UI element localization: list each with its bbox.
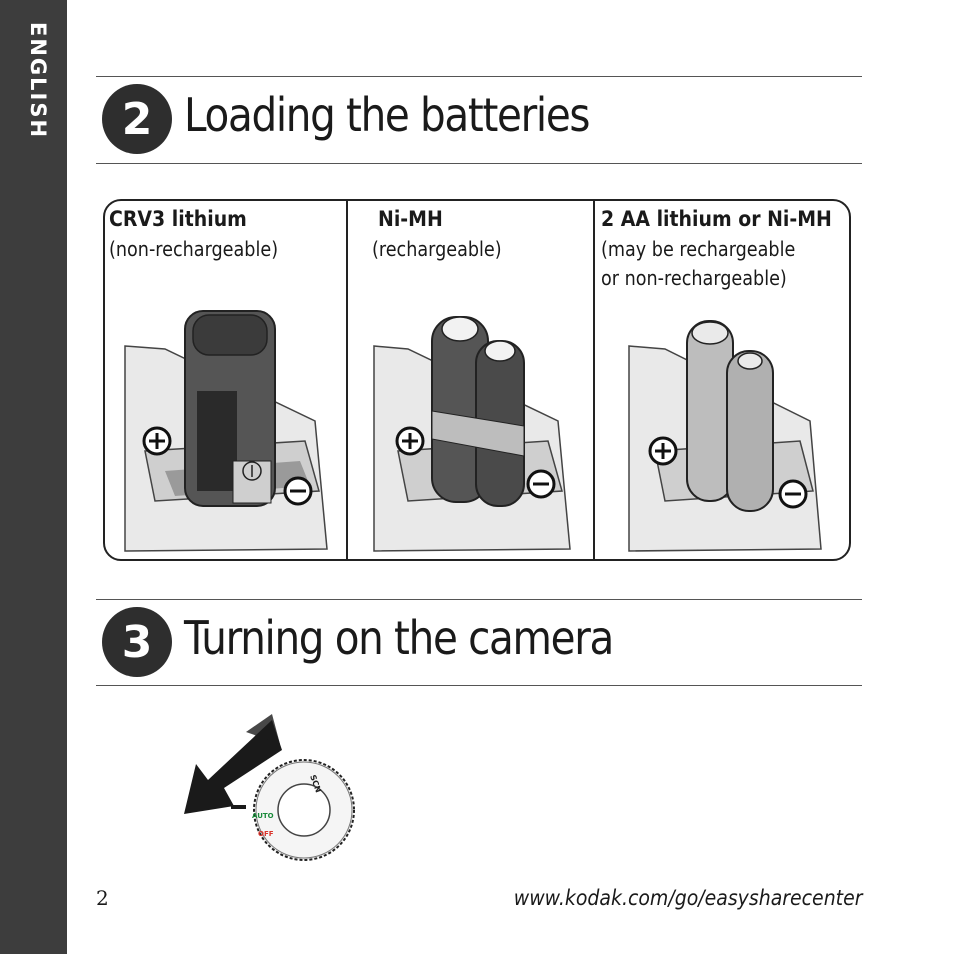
dial-label-scn: SCN: [308, 773, 323, 794]
section3-number: 3: [102, 607, 172, 677]
plus-icon: [144, 428, 170, 454]
page-number: 2: [96, 886, 109, 910]
mode-dial-illustration: [176, 710, 366, 880]
plus-icon: [397, 428, 423, 454]
battery-col-crv3: [105, 201, 346, 559]
section2-number: 2: [102, 84, 172, 154]
language-label: ENGLISH: [26, 22, 50, 140]
battery-desc: (non-rechargeable): [109, 237, 279, 261]
section2-bottom-rule: [96, 163, 862, 164]
crv3-battery-illustration: [105, 291, 346, 561]
minus-icon: [285, 478, 311, 504]
section3-bottom-rule: [96, 685, 862, 686]
dial-label-auto: AUTO: [252, 812, 274, 820]
battery-types-panel: [103, 199, 851, 561]
section2-title: Loading the batteries: [184, 88, 590, 142]
plus-icon: [650, 438, 676, 464]
nimh-battery-illustration: [348, 291, 593, 561]
battery-col-nimh: [348, 201, 593, 559]
battery-name: CRV3 lithium: [109, 207, 247, 231]
aa-battery-illustration: [595, 291, 851, 561]
battery-desc: (rechargeable): [372, 237, 502, 261]
battery-col-aa: [595, 201, 851, 559]
dial-label-off: OFF: [258, 830, 274, 838]
battery-desc: (may be rechargeable: [601, 237, 796, 261]
section3-title: Turning on the camera: [184, 611, 614, 665]
section2-top-rule: [96, 76, 862, 77]
battery-name: 2 AA lithium or Ni-MH: [601, 207, 832, 231]
page-url[interactable]: www.kodak.com/go/easysharecenter: [513, 886, 862, 910]
battery-name: Ni-MH: [378, 207, 443, 231]
minus-icon: [780, 481, 806, 507]
battery-desc-line2: or non-rechargeable): [601, 266, 787, 290]
mode-dial: [231, 760, 354, 860]
section3-top-rule: [96, 599, 862, 600]
minus-icon: [528, 471, 554, 497]
language-tab: [0, 0, 67, 954]
